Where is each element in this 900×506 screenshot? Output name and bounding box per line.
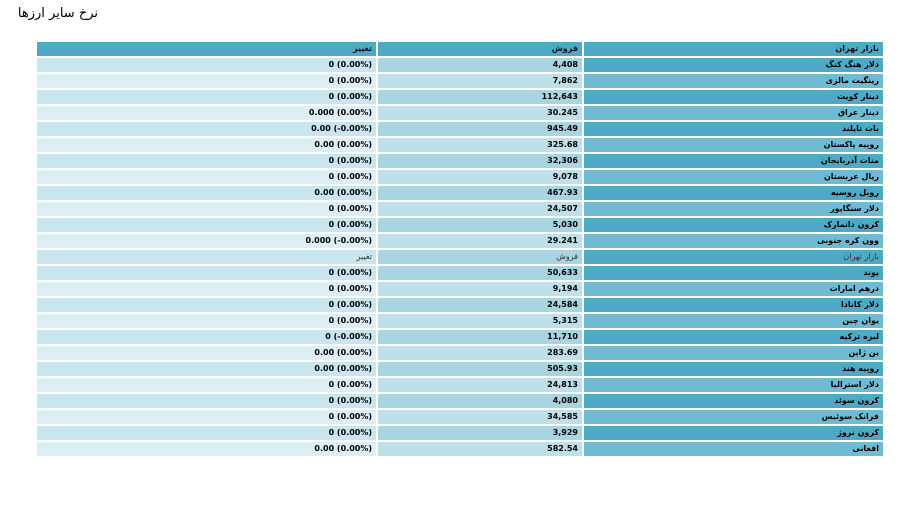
currency-name-cell: یوان چین	[584, 314, 883, 328]
sell-cell: 24,584	[378, 298, 582, 312]
table-row	[37, 154, 883, 168]
table-row	[37, 330, 883, 344]
change-cell: 0.00 (0.00%)	[37, 442, 376, 456]
currency-name-cell: افغانی	[584, 442, 883, 456]
currency-name-cell: روبل روسیه	[584, 186, 883, 200]
table-row	[37, 378, 883, 392]
sell-cell: 5,030	[378, 218, 582, 232]
sell-cell: 467.93	[378, 186, 582, 200]
sell-cell: 945.49	[378, 122, 582, 136]
sell-cell: 34,585	[378, 410, 582, 424]
change-cell: 0 (0.00%)	[37, 282, 376, 296]
table-row	[37, 426, 883, 440]
currency-name-cell: دینار کویت	[584, 90, 883, 104]
table-row	[37, 282, 883, 296]
currency-name-cell: فرانک سوئیس	[584, 410, 883, 424]
sell-cell: 283.69	[378, 346, 582, 360]
table-header-row	[37, 42, 883, 56]
change-cell: 0 (0.00%)	[37, 378, 376, 392]
change-cell: 0 (-0.00%)	[37, 330, 376, 344]
table-row	[37, 202, 883, 216]
currency-rates-table	[35, 40, 885, 458]
table-row	[37, 90, 883, 104]
currency-name-cell: روپیه پاکستان	[584, 138, 883, 152]
subheader-sell: فروش	[378, 250, 582, 264]
change-cell: 0.000 (-0.00%)	[37, 234, 376, 248]
sell-cell: 9,078	[378, 170, 582, 184]
change-cell: 0.00 (0.00%)	[37, 362, 376, 376]
table-row	[37, 266, 883, 280]
currency-name-cell: کرون دانمارک	[584, 218, 883, 232]
change-cell: 0.00 (-0.00%)	[37, 122, 376, 136]
currency-name-cell: درهم امارات	[584, 282, 883, 296]
sell-cell: 9,194	[378, 282, 582, 296]
currency-name-cell: رینگیت مالزی	[584, 74, 883, 88]
currency-name-cell: پوند	[584, 266, 883, 280]
table-row	[37, 106, 883, 120]
change-cell: 0 (0.00%)	[37, 426, 376, 440]
change-cell: 0 (0.00%)	[37, 58, 376, 72]
change-cell: 0 (0.00%)	[37, 410, 376, 424]
table-row	[37, 186, 883, 200]
currency-name-cell: کرون سوئد	[584, 394, 883, 408]
currency-name-cell: روپیه هند	[584, 362, 883, 376]
change-cell: 0 (0.00%)	[37, 266, 376, 280]
sell-cell: 29.241	[378, 234, 582, 248]
table-row	[37, 442, 883, 456]
subheader-market: بازار تهران	[584, 250, 883, 264]
change-cell: 0 (0.00%)	[37, 298, 376, 312]
change-cell: 0 (0.00%)	[37, 74, 376, 88]
table-row	[37, 394, 883, 408]
currency-name-cell: کرون نروژ	[584, 426, 883, 440]
table-row	[37, 170, 883, 184]
sell-cell: 24,507	[378, 202, 582, 216]
table-subheader-row	[37, 250, 883, 264]
currency-name-cell: ین ژاپن	[584, 346, 883, 360]
table-row	[37, 218, 883, 232]
sell-cell: 582.54	[378, 442, 582, 456]
table-row	[37, 314, 883, 328]
currency-name-cell: دلار استرالیا	[584, 378, 883, 392]
table-body	[37, 58, 883, 456]
currency-name-cell: دلار سنگاپور	[584, 202, 883, 216]
change-cell: 0.00 (0.00%)	[37, 138, 376, 152]
change-cell: 0 (0.00%)	[37, 154, 376, 168]
sell-cell: 50,633	[378, 266, 582, 280]
change-cell: 0.00 (0.00%)	[37, 346, 376, 360]
sell-cell: 24,813	[378, 378, 582, 392]
currency-name-cell: ریال عربستان	[584, 170, 883, 184]
currency-name-cell: منات آذربایجان	[584, 154, 883, 168]
change-cell: 0 (0.00%)	[37, 314, 376, 328]
subheader-change: تغییر	[37, 250, 376, 264]
sell-cell: 32,306	[378, 154, 582, 168]
sell-cell: 3,929	[378, 426, 582, 440]
currency-name-cell: وون کره جنوبی	[584, 234, 883, 248]
table-row	[37, 410, 883, 424]
table-row	[37, 346, 883, 360]
table-row	[37, 234, 883, 248]
change-cell: 0 (0.00%)	[37, 218, 376, 232]
currency-name-cell: لیره ترکیه	[584, 330, 883, 344]
change-cell: 0.000 (0.00%)	[37, 106, 376, 120]
currency-name-cell: دلار هنگ کنگ	[584, 58, 883, 72]
page-title: نرخ سایر ارزها	[17, 6, 98, 21]
table-row	[37, 58, 883, 72]
sell-cell: 5,315	[378, 314, 582, 328]
change-cell: 0 (0.00%)	[37, 90, 376, 104]
currency-name-cell: دینار عراق	[584, 106, 883, 120]
table-row	[37, 298, 883, 312]
sell-cell: 4,080	[378, 394, 582, 408]
change-cell: 0 (0.00%)	[37, 394, 376, 408]
header-change: تغییر	[37, 42, 376, 56]
sell-cell: 30.245	[378, 106, 582, 120]
change-cell: 0.00 (0.00%)	[37, 186, 376, 200]
sell-cell: 325.68	[378, 138, 582, 152]
sell-cell: 4,408	[378, 58, 582, 72]
currency-name-cell: دلار کانادا	[584, 298, 883, 312]
header-sell: فروش	[378, 42, 582, 56]
table-row	[37, 362, 883, 376]
currency-name-cell: بات تایلند	[584, 122, 883, 136]
change-cell: 0 (0.00%)	[37, 170, 376, 184]
sell-cell: 505.93	[378, 362, 582, 376]
table-row	[37, 138, 883, 152]
sell-cell: 112,643	[378, 90, 582, 104]
table-row	[37, 122, 883, 136]
sell-cell: 11,710	[378, 330, 582, 344]
header-market: بازار تهران	[584, 42, 883, 56]
sell-cell: 7,862	[378, 74, 582, 88]
table-row	[37, 74, 883, 88]
change-cell: 0 (0.00%)	[37, 202, 376, 216]
